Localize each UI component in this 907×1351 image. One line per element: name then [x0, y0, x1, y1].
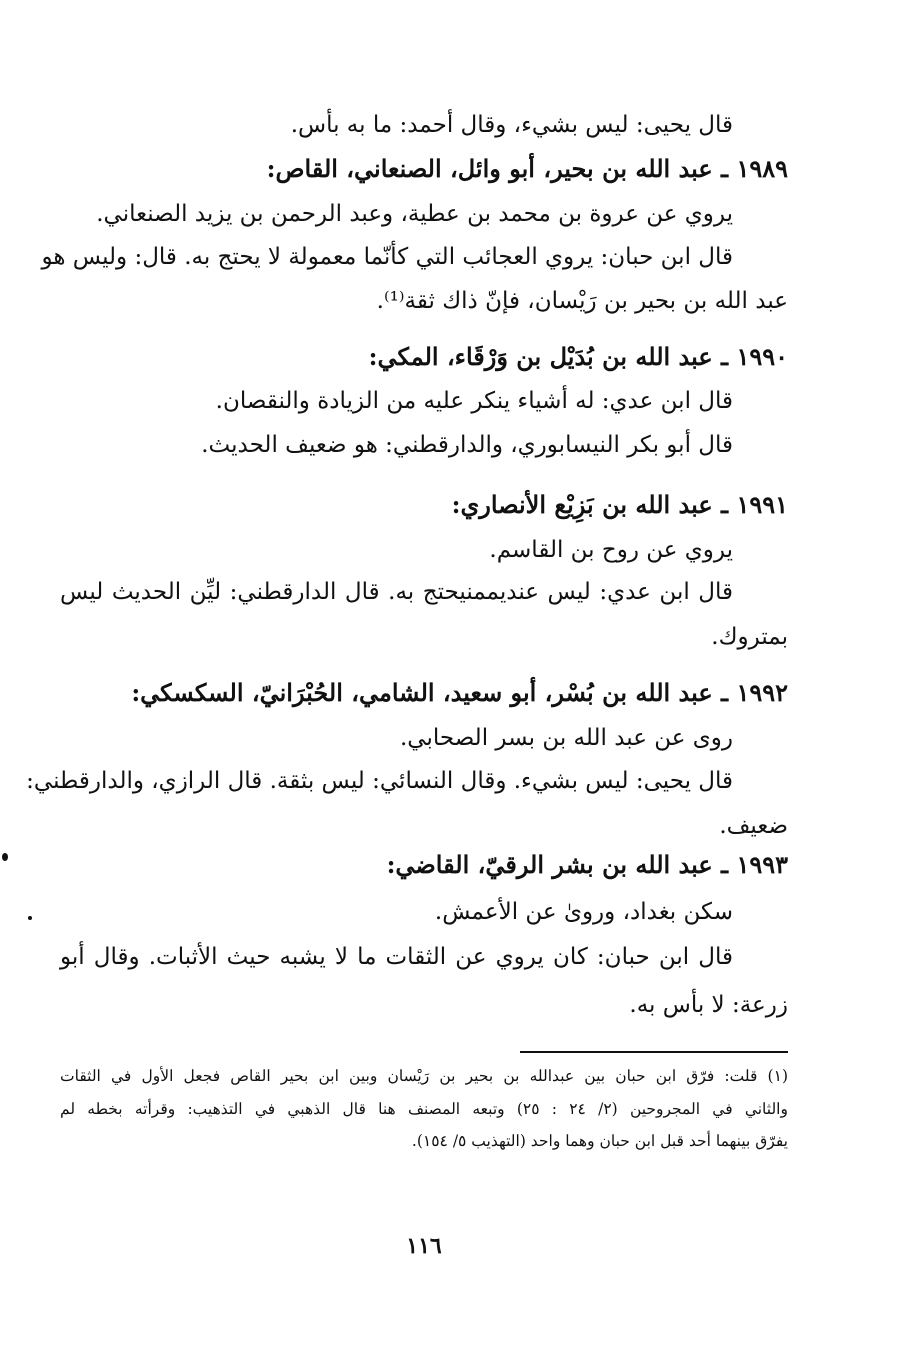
- text-line: زرعة: لا بأس به.: [629, 992, 788, 1018]
- document-page: [26, 0, 788, 1351]
- text-line: عبد الله بن بحير بن رَيْسان، فإنّ ذاك ثقة⁽¹⁾.: [376, 288, 788, 314]
- text-line: ضعيف.: [719, 813, 788, 839]
- entry-heading-1990: ١٩٩٠ ـ عبد الله بن بُدَيْل بن وَرْقَاء، المكي:: [368, 342, 788, 371]
- footnote-line: (١) قلت: فرّق ابن حبان بين عبدالله بن بحير بن رَيْسان وبين ابن بحير القاص فجعل الأول في الثقات: [60, 1067, 788, 1085]
- text-line: قال أبو بكر النيسابوري، والدارقطني: هو ضعيف الحديث.: [201, 432, 733, 458]
- text-line: بمتروك.: [711, 624, 788, 650]
- entry-heading-1993: ١٩٩٣ ـ عبد الله بن بشر الرقيّ، القاضي:: [386, 850, 788, 879]
- scan-speck: [2, 853, 8, 861]
- text-line: قال ابن حبان: كان يروي عن الثقات ما لا يشبه حيث الأثبات. وقال أبو: [60, 944, 733, 970]
- footnote-line: يفرّق بينهما أحد قبل ابن حبان وهما واحد (التهذيب ٥/ ١٥٤).: [411, 1132, 788, 1150]
- scan-speck: [28, 916, 32, 920]
- text-line: قال ابن عدي: ليس عنديممنيحتج به. قال الدارقطني: ليِّن الحديث ليس: [60, 579, 733, 605]
- text-line: سكن بغداد، وروىٰ عن الأعمش.: [434, 899, 733, 925]
- footnote-line: والثاني في المجروحين (٢/ ٢٤ : ٢٥) وتبعه المصنف هنا قال الذهبي في التذهيب: وقرأته بخطه لم: [60, 1100, 788, 1118]
- footnote-rule: [520, 1051, 788, 1053]
- entry-heading-1992: ١٩٩٢ ـ عبد الله بن بُسْر، أبو سعيد، الشامي، الحُبْرَانيّ، السكسكي:: [131, 678, 788, 707]
- text-line: يروي عن عروة بن محمد بن عطية، وعبد الرحمن بن يزيد الصنعاني.: [96, 201, 733, 227]
- entry-heading-1991: ١٩٩١ ـ عبد الله بن بَزِيْع الأنصاري:: [451, 490, 788, 519]
- entry-heading-1989: ١٩٨٩ ـ عبد الله بن بحير، أبو وائل، الصنعاني، القاص:: [266, 154, 788, 183]
- text-line: قال يحيى: ليس بشيء. وقال النسائي: ليس بثقة. قال الرازي، والدارقطني:: [26, 768, 733, 794]
- text-line: قال ابن عدي: له أشياء ينكر عليه من الزيادة والنقصان.: [215, 388, 733, 414]
- text-line: قال ابن حبان: يروي العجائب التي كأنّما معمولة لا يحتج به. قال: وليس هو: [41, 244, 733, 270]
- text-line: قال يحيى: ليس بشيء، وقال أحمد: ما به بأس.: [290, 112, 733, 138]
- text-line: يروي عن روح بن القاسم.: [489, 537, 733, 563]
- text-line: روى عن عبد الله بن بسر الصحابي.: [400, 725, 733, 751]
- page-number: ١١٦: [406, 1233, 442, 1259]
